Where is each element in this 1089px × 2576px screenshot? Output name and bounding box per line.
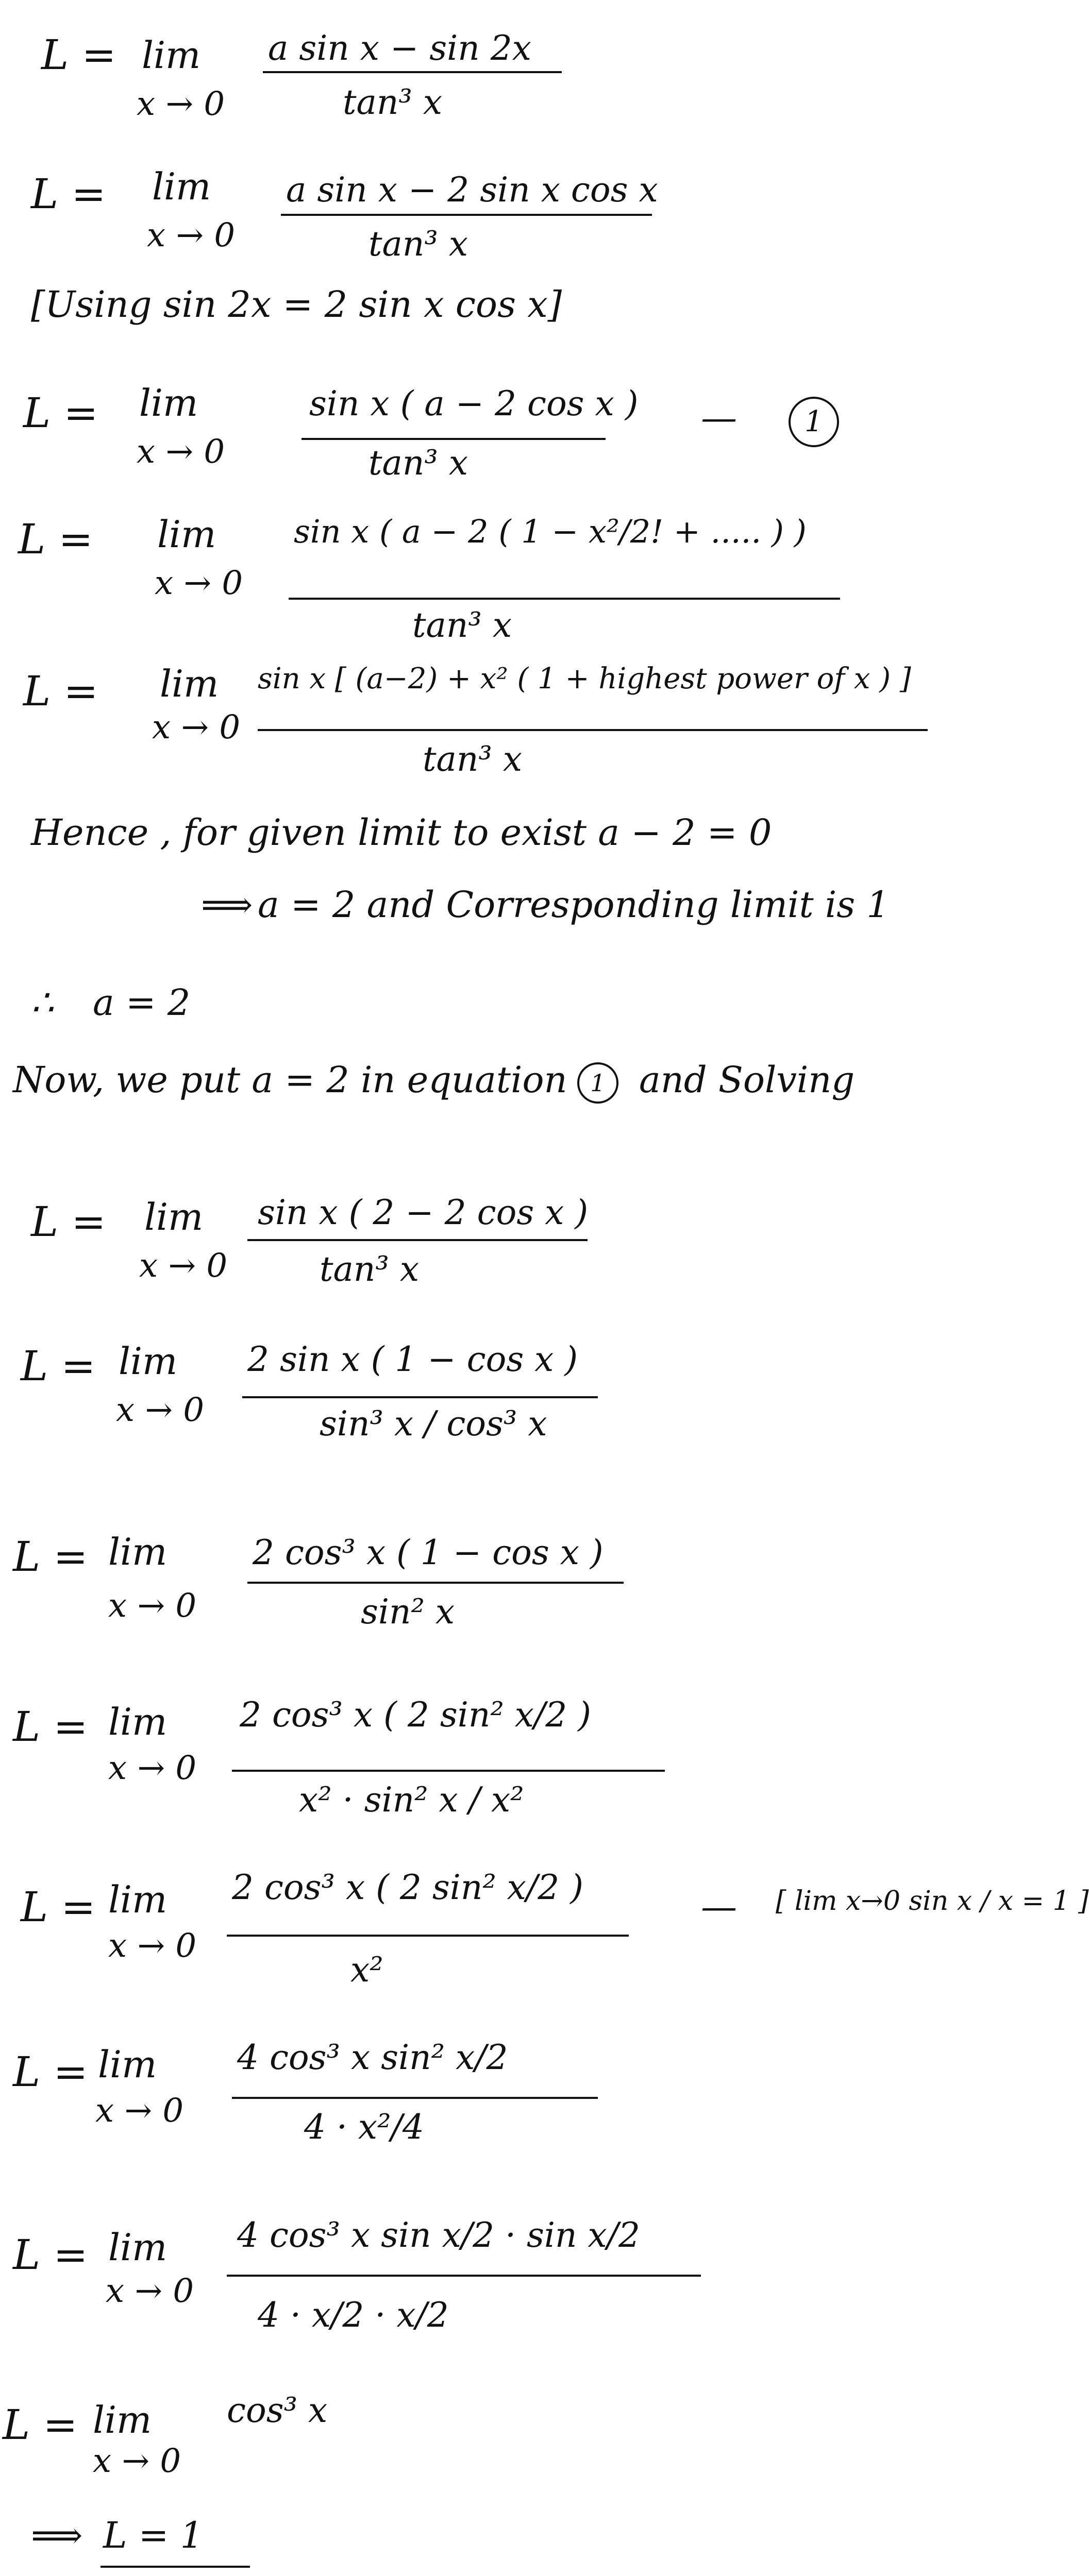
- lim-sub-step-10: x → 0: [108, 1927, 197, 1965]
- denominator-step-2: tan³ x: [368, 224, 468, 264]
- lim-sub-step-3: x → 0: [137, 433, 225, 471]
- lhs-step-11: L =: [13, 2048, 88, 2096]
- numerator-step-7: 2 sin x ( 1 − cos x ): [247, 1340, 578, 1379]
- lim-sub-step-2: x → 0: [147, 216, 236, 255]
- lim-step-9: lim: [108, 1700, 167, 1743]
- lhs-step-4: L =: [18, 515, 93, 563]
- numerator-step-2: a sin x − 2 sin x cos x: [286, 170, 658, 210]
- numerator-step-10: 2 cos³ x ( 2 sin² x/2 ): [232, 1868, 583, 1907]
- aside-dash: —: [701, 1886, 737, 1928]
- therefore-symbol: ∴: [31, 981, 54, 1024]
- fraction-bar-step-8: [247, 1582, 624, 1584]
- hence-text: Hence , for given limit to exist a − 2 = 0: [31, 811, 772, 854]
- denominator-step-10: x²: [350, 1950, 383, 1990]
- fraction-bar-step-11: [232, 2097, 598, 2099]
- result-arrow: ⟹: [31, 2514, 83, 2556]
- lhs-step-10: L =: [21, 1883, 96, 1931]
- lim-step-10: lim: [108, 1878, 167, 1921]
- fraction-bar-step-2: [281, 214, 652, 216]
- denominator-step-9: x² · sin² x / x²: [299, 1780, 524, 1820]
- numerator-step-4: sin x ( a − 2 ( 1 − x²/2! + ..... ) ): [294, 513, 807, 550]
- fraction-bar-step-1: [263, 71, 562, 73]
- lhs-step-12: L =: [13, 2231, 88, 2279]
- fraction-bar-step-7: [242, 1396, 598, 1398]
- numerator-step-6: sin x ( 2 − 2 cos x ): [258, 1193, 589, 1232]
- denominator-step-8: sin² x: [361, 1592, 455, 1632]
- numerator-step-11: 4 cos³ x sin² x/2: [237, 2038, 508, 2077]
- lhs-step-13: L =: [3, 2401, 78, 2449]
- lhs-step-6: L =: [31, 1198, 106, 1246]
- lim-sub-step-1: x → 0: [137, 85, 225, 123]
- lim-sub-step-6: x → 0: [139, 1247, 228, 1285]
- denominator-step-3: tan³ x: [368, 443, 468, 483]
- lim-step-7: lim: [119, 1340, 178, 1383]
- lim-step-4: lim: [157, 513, 216, 556]
- lim-sub-step-4: x → 0: [155, 564, 243, 602]
- fraction-bar-step-12: [227, 2275, 701, 2277]
- lim-sub-step-13: x → 0: [93, 2442, 181, 2480]
- numerator-step-12: 4 cos³ x sin x/2 · sin x/2: [237, 2215, 640, 2255]
- expression-step-13: cos³ x: [227, 2391, 328, 2430]
- lhs-step-7: L =: [21, 1342, 96, 1390]
- now-text: Now, we put a = 2 in equation: [13, 1059, 567, 1101]
- lhs-step-3: L =: [23, 389, 98, 437]
- fraction-bar-step-3: [301, 438, 606, 440]
- therefore-a-text: a = 2: [93, 981, 191, 1024]
- lim-step-12: lim: [108, 2226, 167, 2269]
- lim-sub-step-11: x → 0: [95, 2092, 184, 2130]
- denominator-step-7: sin³ x / cos³ x: [320, 1404, 547, 1444]
- lim-sub-step-8: x → 0: [108, 1587, 197, 1625]
- lim-step-8: lim: [108, 1530, 167, 1573]
- standard-limit-note: [ lim x→0 sin x / x = 1 ]: [776, 1886, 1089, 1917]
- numerator-step-3: sin x ( a − 2 cos x ): [309, 384, 639, 423]
- identity-note: [Using sin 2x = 2 sin x cos x]: [31, 283, 562, 326]
- numerator-step-1: a sin x − sin 2x: [268, 28, 531, 68]
- fraction-bar-step-6: [247, 1239, 588, 1241]
- lhs-step-2: L =: [31, 170, 106, 218]
- result-text: L = 1: [103, 2514, 204, 2556]
- denominator-step-1: tan³ x: [343, 82, 443, 122]
- denominator-step-5: tan³ x: [423, 739, 523, 779]
- lhs-step-5: L =: [23, 667, 98, 715]
- lim-step-13: lim: [93, 2398, 152, 2442]
- lhs-step-1: L =: [41, 31, 116, 79]
- lim-step-1: lim: [142, 33, 201, 77]
- lhs-step-9: L =: [13, 1703, 88, 1751]
- denominator-step-12: 4 · x/2 · x/2: [258, 2295, 449, 2335]
- denominator-step-6: tan³ x: [320, 1249, 420, 1289]
- numerator-step-8: 2 cos³ x ( 1 − cos x ): [253, 1533, 604, 1572]
- implies-text: a = 2 and Corresponding limit is 1: [258, 884, 890, 926]
- lim-step-2: lim: [152, 165, 211, 208]
- and-solving-text: and Solving: [639, 1059, 855, 1101]
- fraction-bar-step-5: [258, 729, 928, 731]
- lim-sub-step-12: x → 0: [106, 2272, 194, 2310]
- lim-step-6: lim: [144, 1195, 204, 1239]
- lim-sub-step-7: x → 0: [116, 1391, 205, 1429]
- implies-arrow: ⟹: [201, 884, 253, 926]
- equation-number-1: 1: [789, 397, 839, 447]
- fraction-bar-step-10: [227, 1935, 629, 1937]
- lim-sub-step-9: x → 0: [108, 1749, 197, 1787]
- fraction-bar-step-4: [289, 598, 840, 600]
- fraction-bar-step-9: [232, 1770, 665, 1772]
- numerator-step-5: sin x [ (a−2) + x² ( 1 + highest power of x ) ]: [258, 662, 911, 696]
- denominator-step-11: 4 · x²/4: [304, 2107, 424, 2147]
- result-underline: [100, 2566, 250, 2568]
- lim-step-3: lim: [139, 381, 198, 425]
- numerator-step-9: 2 cos³ x ( 2 sin² x/2 ): [240, 1695, 591, 1735]
- equation-dash: —: [701, 397, 737, 439]
- lim-step-5: lim: [160, 662, 219, 705]
- equation-ref-1: 1: [577, 1062, 618, 1104]
- lim-sub-step-5: x → 0: [152, 708, 241, 747]
- denominator-step-4: tan³ x: [412, 605, 512, 645]
- lim-step-11: lim: [98, 2043, 157, 2086]
- lhs-step-8: L =: [13, 1533, 88, 1581]
